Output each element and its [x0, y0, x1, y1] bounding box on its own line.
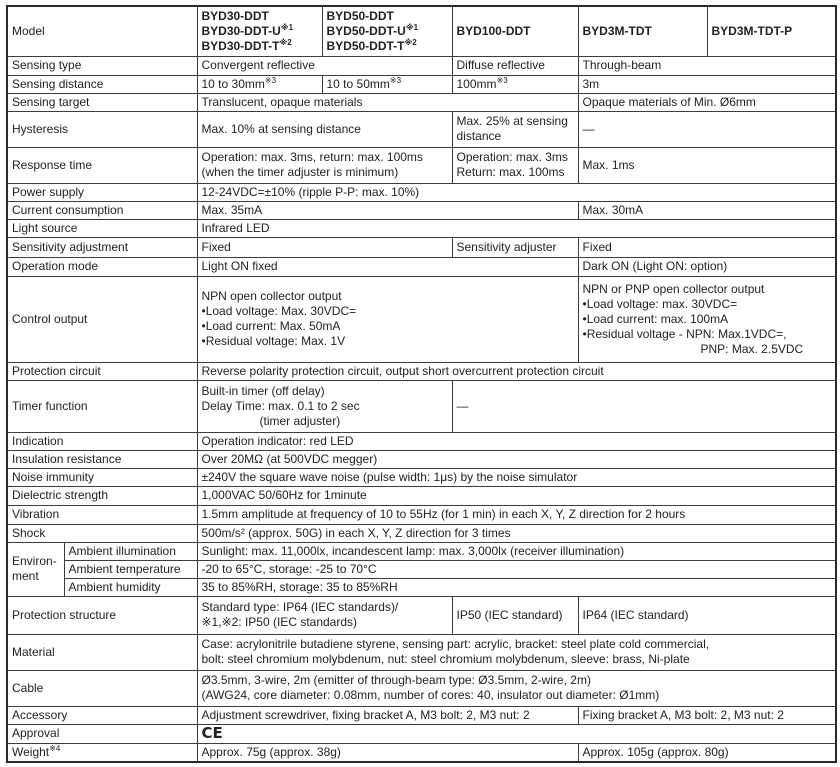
row-label-weight — [7, 743, 197, 762]
row-operation-mode — [7, 257, 836, 276]
cell-text: 500m/s² (approx. 50G) in each X, Y, Z direction for 3 times — [201, 525, 511, 540]
cell-text: -20 to 65°C, storage: -25 to 70°C — [201, 561, 377, 576]
cell-text: Through-beam — [582, 58, 662, 72]
cell-distance-byd3m — [578, 75, 836, 93]
reference-mark: ※2 — [279, 37, 292, 47]
cell-current-tdt — [578, 201, 836, 219]
cell-shock — [197, 524, 836, 542]
row-label-sensing-type — [7, 56, 197, 75]
row-label-vibration — [7, 505, 197, 524]
reference-mark: ※1 — [280, 22, 294, 32]
cell-light-source — [197, 219, 836, 237]
cell-insulation-resistance — [197, 450, 836, 468]
cell-target-reflective — [197, 93, 578, 111]
cell-text: Response time — [12, 157, 93, 172]
cell-text: BYD50-DDT — [326, 8, 394, 23]
row-label-environment — [7, 542, 64, 596]
cell-noise-immunity — [197, 468, 836, 486]
cell-ambient-temperature — [197, 560, 836, 578]
row-vibration — [7, 505, 836, 524]
cell-operation-tdt — [578, 257, 836, 276]
cell-response-through — [578, 147, 836, 183]
cell-accessory-tdt — [578, 706, 836, 724]
cell-text: BYD30-DDT-U — [201, 23, 281, 38]
cell-text: Fixed — [582, 239, 612, 254]
cell-text: Convergent reflective — [201, 58, 315, 72]
cell-text: Approx. 105g (approx. 80g) — [582, 744, 729, 759]
cell-text: Light ON fixed — [201, 259, 278, 273]
row-label-shock — [7, 524, 197, 542]
row-model — [7, 6, 836, 56]
row-label-current-consumption — [7, 201, 197, 219]
cell-text: 100mm — [456, 76, 497, 91]
cell-text: Built-in timer (off delay) — [201, 383, 325, 398]
cell-text: IP64 (IEC standard) — [582, 607, 689, 622]
cell-text: 1,000VAC 50/60Hz for 1minute — [201, 488, 367, 502]
cell-text: NPN open collector output — [201, 289, 342, 303]
row-label-approval — [7, 724, 197, 743]
cell-text: BYD100-DDT — [456, 23, 531, 38]
row-sensing-distance — [7, 75, 836, 93]
cell-approval — [197, 724, 836, 743]
cell-power-supply — [197, 183, 836, 201]
cell-sensing-type-convergent — [197, 56, 452, 75]
row-label-power-supply — [7, 183, 197, 201]
row-label-timer-function — [7, 380, 197, 432]
cell-model-byd50 — [322, 6, 452, 56]
row-current-consumption — [7, 201, 836, 219]
cell-text: 10 to 50mm — [326, 76, 390, 91]
row-approval — [7, 724, 836, 743]
cell-text: Ambient illumination — [68, 543, 176, 558]
row-sensing-target — [7, 93, 836, 111]
cell-text: 35 to 85%RH, storage: 35 to 85%RH — [201, 579, 398, 594]
cell-text: Case: acrylonitrile butadiene styrene, sensing part: acrylic, bracket: steel plate cold commercial, — [201, 637, 710, 651]
cell-text: BYD30-DDT — [201, 8, 269, 23]
row-label-control-output — [7, 276, 197, 362]
row-label-model — [7, 6, 197, 56]
row-hysteresis — [7, 111, 836, 147]
row-label-material — [7, 634, 197, 670]
cell-text: Max. 1ms — [582, 157, 635, 172]
cell-control-output-ddt — [197, 276, 578, 362]
row-label-noise-immunity — [7, 468, 197, 486]
cell-text: Approval — [12, 726, 60, 740]
cell-text: Shock — [12, 525, 46, 540]
reference-mark: ※2 — [404, 37, 417, 47]
cell-text: Sunlight: max. 11,000lx, incandescent lamp: max. 3,000lx (receiver illumination) — [201, 543, 625, 558]
row-accessory — [7, 706, 836, 724]
cell-text: IP50 (IEC standard) — [456, 607, 563, 622]
spec-table — [6, 5, 837, 763]
cell-text: Sensing target — [12, 94, 90, 109]
cell-sensitivity-diffuse — [452, 237, 578, 257]
row-ambient-humidity — [7, 578, 836, 596]
cell-text: Ambient humidity — [68, 579, 161, 594]
cell-model-byd30 — [197, 6, 322, 56]
row-label-indication — [7, 432, 197, 450]
cell-model-byd3m — [578, 6, 707, 56]
row-sensitivity-adjustment — [7, 237, 836, 257]
cell-current-ddt — [197, 201, 578, 219]
cell-text: BYD50-DDT-T — [326, 38, 405, 53]
cell-text: ment — [12, 569, 39, 583]
cell-text: Indication — [12, 433, 64, 448]
cell-text: ※1,※2: IP50 (IEC standards) — [201, 615, 358, 629]
cell-text: Environ- — [12, 554, 57, 568]
cell-text: 10 to 30mm — [201, 76, 265, 91]
cell-protection-circuit — [197, 362, 836, 380]
row-label-sensing-distance — [7, 75, 197, 93]
row-sublabel-ambient-humidity — [64, 578, 197, 596]
cell-text: Max. 35mA — [201, 202, 263, 217]
cell-text: Max. 25% at sensing distance — [456, 114, 568, 143]
cell-text: Ø3.5mm, 3-wire, 2m (emitter of through-beam type: Ø3.5mm, 2-wire, 2m) — [201, 673, 591, 687]
cell-text: Hysteresis — [12, 121, 69, 136]
row-cable — [7, 670, 836, 706]
row-label-operation-mode — [7, 257, 197, 276]
row-label-dielectric-strength — [7, 486, 197, 505]
cell-indication — [197, 432, 836, 450]
cell-text: 1.5mm amplitude at frequency of 10 to 55Hz (for 1 min) in each X, Y, Z direction for 2 hours — [201, 507, 686, 521]
row-protection-structure — [7, 596, 836, 634]
cell-text: Control output — [12, 311, 88, 326]
cell-text: Dark ON (Light ON: option) — [582, 259, 728, 273]
row-label-light-source — [7, 219, 197, 237]
cell-operation-ddt — [197, 257, 578, 276]
reference-mark: ※3 — [496, 75, 508, 85]
cell-sensing-type-diffuse — [452, 56, 578, 75]
row-light-source — [7, 219, 836, 237]
row-sublabel-ambient-temperature — [64, 560, 197, 578]
row-label-response-time — [7, 147, 197, 183]
cell-text: Ambient temperature — [68, 561, 181, 576]
cell-text: Weight — [12, 744, 50, 759]
cell-text: •Load current: Max. 50mA — [201, 319, 341, 333]
cell-timer-none — [452, 380, 836, 432]
row-weight — [7, 743, 836, 762]
cell-cable — [197, 670, 836, 706]
cell-text: bolt: steel chromium molybdenum, nut: steel chromium molybdenum, sleeve: brass, Ni-plate — [201, 652, 690, 666]
row-label-accessory — [7, 706, 197, 724]
cell-timer-convergent — [197, 380, 452, 432]
ce-mark-icon: CE — [201, 723, 223, 742]
cell-distance-byd30 — [197, 75, 322, 93]
row-insulation-resistance — [7, 450, 836, 468]
cell-text: Fixing bracket A, M3 bolt: 2, M3 nut: 2 — [582, 707, 784, 722]
cell-protection-structure-through — [578, 596, 836, 634]
cell-text: •Load current: max. 100mA — [582, 311, 729, 326]
cell-text: BYD3M-TDT — [582, 23, 652, 38]
cell-text: Return: max. 100ms — [456, 165, 565, 179]
cell-text: NPN or PNP open collector output — [582, 281, 765, 296]
cell-text: Protection structure — [12, 607, 117, 622]
cell-text: Sensitivity adjustment — [12, 239, 129, 254]
cell-text: Sensing type — [12, 58, 82, 72]
cell-text: Sensitivity adjuster — [456, 239, 557, 254]
cell-text: Translucent, opaque materials — [201, 94, 363, 109]
cell-text: Max. 30mA — [582, 202, 644, 217]
cell-text: Sensing distance — [12, 76, 104, 91]
cell-vibration — [197, 505, 836, 524]
cell-model-byd3m-p — [707, 6, 836, 56]
cell-hysteresis-convergent — [197, 111, 452, 147]
row-label-sensing-target — [7, 93, 197, 111]
cell-text: Over 20MΩ (at 500VDC megger) — [201, 451, 378, 466]
cell-text: Model — [12, 23, 45, 38]
cell-weight-tdt — [578, 743, 836, 762]
cell-text: PNP: Max. 2.5VDC — [700, 341, 804, 356]
row-shock — [7, 524, 836, 542]
cell-text: •Residual voltage - NPN: Max.1VDC=, — [582, 326, 787, 341]
cell-model-byd100 — [452, 6, 578, 56]
cell-response-diffuse — [452, 147, 578, 183]
cell-text: (timer adjuster) — [259, 413, 341, 428]
row-dielectric-strength — [7, 486, 836, 505]
cell-text: •Load voltage: Max. 30VDC= — [201, 304, 357, 318]
row-noise-immunity — [7, 468, 836, 486]
cell-text: 12-24VDC=±10% (ripple P-P: max. 10%) — [201, 184, 420, 199]
cell-text: Protection circuit — [12, 363, 101, 378]
cell-text: Light source — [12, 220, 78, 235]
cell-weight-ddt — [197, 743, 578, 762]
cell-response-convergent — [197, 147, 452, 183]
row-timer-function — [7, 380, 836, 432]
cell-text: Infrared LED — [201, 220, 270, 235]
cell-text: Noise immunity — [12, 469, 95, 484]
cell-text: — — [582, 121, 595, 136]
row-label-insulation-resistance — [7, 450, 197, 468]
row-label-sensitivity-adjustment — [7, 237, 197, 257]
cell-text: Delay Time: max. 0.1 to 2 sec — [201, 398, 360, 413]
cell-ambient-illumination — [197, 542, 836, 560]
cell-text: — — [456, 398, 469, 413]
cell-ambient-humidity — [197, 578, 836, 596]
cell-control-output-tdt — [578, 276, 836, 362]
row-sensing-type — [7, 56, 836, 75]
cell-distance-byd100 — [452, 75, 578, 93]
cell-text: Operation: max. 3ms — [456, 150, 568, 164]
row-material — [7, 634, 836, 670]
reference-mark: ※4 — [49, 743, 61, 753]
cell-text: Operation indicator: red LED — [201, 433, 354, 448]
cell-text: Insulation resistance — [12, 451, 122, 466]
cell-text: Cable — [12, 680, 44, 695]
cell-accessory-ddt — [197, 706, 578, 724]
row-label-cable — [7, 670, 197, 706]
cell-dielectric-strength — [197, 486, 836, 505]
cell-text: Current consumption — [12, 202, 124, 217]
row-response-time — [7, 147, 836, 183]
reference-mark: ※1 — [405, 22, 419, 32]
cell-protection-structure-diffuse — [452, 596, 578, 634]
cell-text: Diffuse reflective — [456, 58, 545, 72]
cell-sensitivity-convergent — [197, 237, 452, 257]
row-ambient-temperature — [7, 560, 836, 578]
cell-text: Dielectric strength — [12, 488, 109, 502]
cell-text: Approx. 75g (approx. 38g) — [201, 744, 341, 759]
cell-text: Opaque materials of Min. Ø6mm — [582, 94, 756, 109]
cell-text: Standard type: IP64 (IEC standards)/ — [201, 600, 399, 614]
row-ambient-illumination — [7, 542, 836, 560]
reference-mark: ※3 — [389, 75, 402, 85]
cell-target-through — [578, 93, 836, 111]
cell-text: BYD30-DDT-T — [201, 38, 280, 53]
row-indication — [7, 432, 836, 450]
cell-sensitivity-through — [578, 237, 836, 257]
cell-protection-structure-convergent — [197, 596, 452, 634]
cell-text: Operation mode — [12, 259, 99, 273]
cell-text: 3m — [582, 76, 600, 91]
cell-material — [197, 634, 836, 670]
row-label-protection-circuit — [7, 362, 197, 380]
cell-text: (AWG24, core diameter: 0.08mm, number of cores: 40, insulator out diameter: Ø1mm) — [201, 688, 660, 702]
cell-text: Reverse polarity protection circuit, output short overcurrent protection circuit — [201, 363, 604, 378]
cell-hysteresis-diffuse — [452, 111, 578, 147]
cell-text: BYD3M-TDT-P — [711, 23, 793, 38]
row-label-protection-structure — [7, 596, 197, 634]
row-sublabel-ambient-illumination — [64, 542, 197, 560]
cell-hysteresis-through — [578, 111, 836, 147]
cell-text: Fixed — [201, 239, 231, 254]
cell-text: Max. 10% at sensing distance — [201, 121, 361, 136]
cell-text: •Residual voltage: Max. 1V — [201, 334, 346, 348]
row-protection-circuit — [7, 362, 836, 380]
cell-text: •Load voltage: max. 30VDC= — [582, 296, 738, 311]
cell-text: Power supply — [12, 184, 85, 199]
row-control-output — [7, 276, 836, 362]
cell-sensing-type-through — [578, 56, 836, 75]
cell-text: ±240V the square wave noise (pulse width: 1μs) by the noise simulator — [201, 469, 578, 484]
cell-text: BYD50-DDT-U — [326, 23, 406, 38]
cell-text: (when the timer adjuster is minimum) — [201, 165, 399, 179]
cell-text: Operation: max. 3ms, return: max. 100ms — [201, 150, 423, 164]
cell-text: Adjustment screwdriver, fixing bracket A, M3 bolt: 2, M3 nut: 2 — [201, 707, 530, 722]
row-label-hysteresis — [7, 111, 197, 147]
cell-text: Vibration — [12, 507, 60, 521]
cell-text: Accessory — [12, 707, 68, 722]
reference-mark: ※3 — [264, 75, 277, 85]
cell-text: Timer function — [12, 398, 88, 413]
row-power-supply — [7, 183, 836, 201]
cell-text: Material — [12, 644, 55, 659]
cell-distance-byd50 — [322, 75, 452, 93]
